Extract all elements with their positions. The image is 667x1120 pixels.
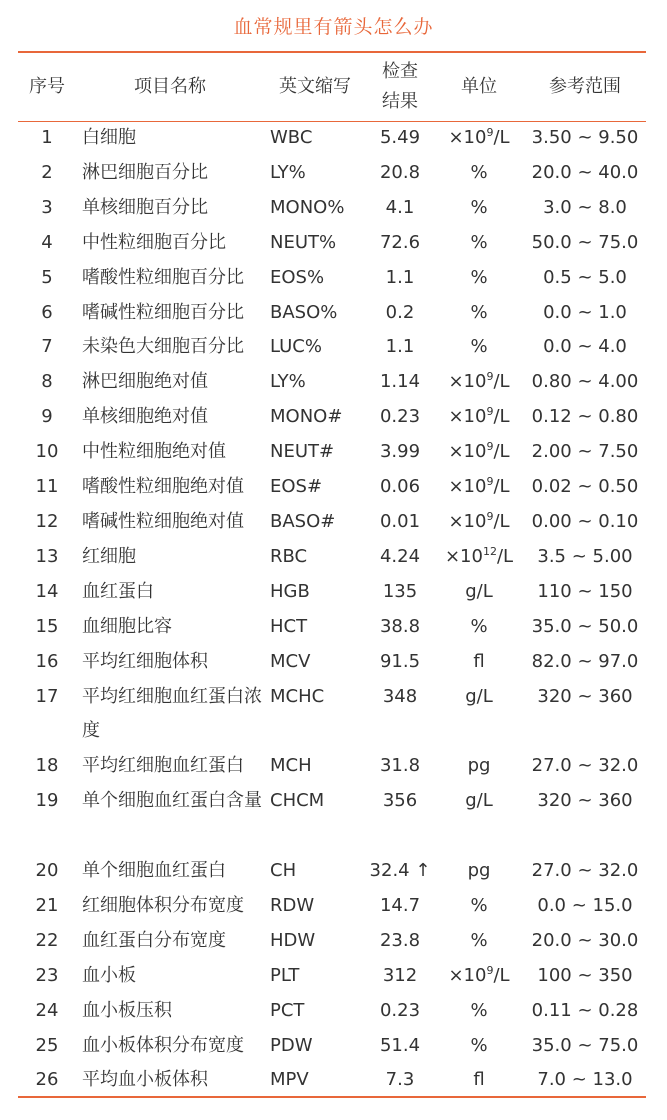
unit-base: ×10 [448, 441, 487, 463]
unit-tail: /L [493, 510, 510, 532]
header-result-line1: 检查 [382, 61, 418, 82]
bottom-rule [18, 1096, 646, 1098]
item-reference-range: 3.50 ~ 9.50 [531, 127, 639, 148]
header-name: 项目名称 [134, 76, 206, 97]
header-unit: 单位 [461, 76, 497, 97]
row-number: 15 [35, 615, 59, 637]
unit-exponent: 9 [486, 963, 494, 977]
item-abbreviation: PDW [270, 1034, 313, 1056]
unit-tail: /L [493, 371, 510, 393]
row-number: 23 [35, 964, 59, 986]
table-row [18, 645, 646, 680]
item-abbreviation: EOS% [270, 266, 325, 288]
item-unit [434, 959, 524, 994]
item-abbreviation: BASO% [270, 301, 338, 323]
table-row [18, 330, 646, 365]
item-name: 平均红细胞血红蛋白 [82, 755, 244, 777]
item-abbreviation: MCH [270, 755, 312, 777]
item-result: 135 [382, 580, 418, 602]
item-reference-range: 0.0 ~ 4.0 [543, 336, 627, 358]
table-row [18, 365, 646, 400]
unit-exponent: 12 [482, 544, 497, 558]
item-abbreviation: RBC [270, 545, 308, 567]
item-abbreviation: HCT [270, 615, 308, 637]
item-abbreviation: HDW [270, 929, 316, 951]
row-number: 17 [35, 685, 59, 707]
row-number: 10 [35, 441, 59, 463]
table-row [18, 889, 646, 924]
item-name: 单个细胞血红蛋白 [82, 860, 226, 882]
unit-tail: /L [493, 406, 510, 428]
item-abbreviation: RDW [270, 894, 315, 916]
table-row [18, 854, 646, 889]
item-unit [434, 121, 524, 156]
item-unit [434, 400, 524, 435]
item-name: 平均红细胞体积 [82, 650, 208, 672]
row-number: 14 [35, 580, 59, 602]
item-name: 单核细胞绝对值 [82, 406, 208, 428]
item-abbreviation: MCV [270, 650, 311, 672]
item-unit: % [470, 301, 488, 323]
item-unit: fl [473, 1069, 485, 1091]
item-abbreviation: LY% [270, 161, 306, 183]
unit-exponent: 9 [486, 405, 494, 419]
unit-base: ×10 [448, 127, 487, 148]
item-unit: % [470, 894, 488, 916]
item-result: 1.1 [385, 266, 415, 288]
header-result [366, 53, 434, 121]
item-unit: fl [473, 650, 485, 672]
table-row [18, 540, 646, 575]
item-reference-range: 110 ~ 150 [537, 580, 633, 602]
item-unit: % [470, 1034, 488, 1056]
item-reference-range: 50.0 ~ 75.0 [531, 231, 639, 253]
item-name: 嗜碱性粒细胞绝对值 [82, 510, 244, 532]
unit-tail: /L [493, 476, 510, 498]
item-name: 血细胞比容 [82, 615, 172, 637]
item-reference-range: 20.0 ~ 30.0 [531, 929, 639, 951]
unit-exponent: 9 [486, 440, 494, 454]
row-number: 11 [35, 476, 59, 498]
item-abbreviation: CHCM [270, 790, 325, 812]
item-abbreviation: NEUT# [270, 441, 335, 463]
item-result: 1.1 [385, 336, 415, 358]
item-abbreviation: MPV [270, 1069, 309, 1091]
item-unit: % [470, 196, 488, 218]
table-row [18, 400, 646, 435]
row-number: 18 [35, 755, 59, 777]
row-number: 19 [35, 790, 59, 812]
item-abbreviation: EOS# [270, 476, 323, 498]
item-unit: % [470, 336, 488, 358]
blood-test-table [18, 53, 646, 1098]
item-reference-range: 0.0 ~ 15.0 [537, 894, 633, 916]
item-name: 白细胞 [82, 127, 136, 148]
item-reference-range: 2.00 ~ 7.50 [531, 441, 639, 463]
item-name: 中性粒细胞绝对值 [82, 441, 226, 463]
item-result: 356 [382, 790, 418, 812]
item-name: 血红蛋白分布宽度 [82, 929, 226, 951]
item-unit: % [470, 999, 488, 1021]
item-unit [434, 505, 524, 540]
item-reference-range: 82.0 ~ 97.0 [531, 650, 639, 672]
item-abbreviation: WBC [270, 127, 313, 148]
item-abbreviation: PCT [270, 999, 305, 1021]
item-result: 0.2 [385, 301, 415, 323]
row-number: 8 [41, 371, 53, 393]
table-row [18, 610, 646, 645]
item-unit: % [470, 929, 488, 951]
table-row [18, 994, 646, 1029]
table-row [18, 156, 646, 191]
item-unit: pg [467, 755, 491, 777]
row-number: 3 [41, 196, 53, 218]
unit-base: ×10 [448, 964, 487, 986]
item-result: 4.1 [385, 196, 415, 218]
item-result: 91.5 [379, 650, 421, 672]
item-result: 20.8 [379, 161, 421, 183]
table-row [18, 1063, 646, 1098]
item-unit: g/L [465, 580, 493, 602]
item-result: 0.23 [379, 406, 421, 428]
table-row [18, 749, 646, 784]
row-number: 20 [35, 860, 59, 882]
item-reference-range: 0.02 ~ 0.50 [531, 476, 639, 498]
item-result: 5.49 [379, 127, 421, 148]
table-row [18, 261, 646, 296]
item-unit: % [470, 615, 488, 637]
item-result: 0.01 [379, 510, 421, 532]
item-result: 0.23 [379, 999, 421, 1021]
item-name: 血小板 [82, 964, 136, 986]
item-abbreviation: MONO# [270, 406, 343, 428]
table-row [18, 226, 646, 261]
item-result: 23.8 [379, 929, 421, 951]
table-row [18, 296, 646, 331]
header-no: 序号 [29, 76, 65, 97]
item-name: 嗜酸性粒细胞绝对值 [82, 476, 244, 498]
header-abbr: 英文缩写 [279, 76, 351, 97]
item-result: 31.8 [379, 755, 421, 777]
item-reference-range: 0.11 ~ 0.28 [531, 999, 639, 1021]
item-name: 淋巴细胞百分比 [82, 161, 208, 183]
table-row [18, 924, 646, 959]
table-body [18, 121, 646, 1098]
table-row [18, 470, 646, 505]
item-abbreviation: BASO# [270, 510, 336, 532]
item-reference-range: 35.0 ~ 75.0 [531, 1034, 639, 1056]
item-reference-range: 27.0 ~ 32.0 [531, 860, 639, 882]
row-number: 16 [35, 650, 59, 672]
item-reference-range: 100 ~ 350 [537, 964, 633, 986]
item-reference-range: 3.0 ~ 8.0 [543, 196, 627, 218]
item-name: 血红蛋白 [82, 580, 154, 602]
row-number: 25 [35, 1034, 59, 1056]
item-abbreviation: NEUT% [270, 231, 337, 253]
item-unit [434, 540, 524, 575]
row-number: 12 [35, 510, 59, 532]
item-result: 51.4 [379, 1034, 421, 1056]
item-unit [434, 470, 524, 505]
unit-base: ×10 [448, 406, 487, 428]
item-result: 38.8 [379, 615, 421, 637]
item-result: 32.4 ↑ [369, 860, 431, 882]
item-reference-range: 0.0 ~ 1.0 [543, 301, 627, 323]
row-number: 5 [41, 266, 53, 288]
item-name: 单个细胞血红蛋白含量 [82, 790, 262, 812]
unit-exponent: 9 [486, 126, 494, 139]
row-number: 1 [41, 127, 53, 148]
item-name: 血小板体积分布宽度 [82, 1034, 244, 1056]
table-row [18, 121, 646, 156]
row-number: 4 [41, 231, 53, 253]
table-row [18, 435, 646, 470]
item-unit: % [470, 161, 488, 183]
item-unit [434, 435, 524, 470]
row-number: 22 [35, 929, 59, 951]
item-result: 14.7 [379, 894, 421, 916]
table-header-row [18, 53, 646, 121]
row-number: 24 [35, 999, 59, 1021]
unit-base: ×10 [444, 545, 483, 567]
item-result: 4.24 [379, 545, 421, 567]
row-number: 7 [41, 336, 53, 358]
item-abbreviation: LY% [270, 371, 306, 393]
item-unit [434, 365, 524, 400]
item-reference-range: 27.0 ~ 32.0 [531, 755, 639, 777]
item-reference-range: 20.0 ~ 40.0 [531, 161, 639, 183]
item-name: 嗜碱性粒细胞百分比 [82, 301, 244, 323]
item-reference-range: 0.12 ~ 0.80 [531, 406, 639, 428]
unit-base: ×10 [448, 510, 487, 532]
item-result: 1.14 [379, 371, 421, 393]
item-name: 淋巴细胞绝对值 [82, 371, 208, 393]
item-name: 红细胞 [82, 545, 136, 567]
item-name: 中性粒细胞百分比 [82, 231, 226, 253]
item-reference-range: 320 ~ 360 [537, 790, 633, 812]
item-name: 平均血小板体积 [82, 1069, 208, 1091]
unit-tail: /L [493, 441, 510, 463]
row-number: 21 [35, 894, 59, 916]
row-number: 26 [35, 1069, 59, 1091]
table-row [18, 680, 646, 750]
item-result: 72.6 [379, 231, 421, 253]
item-reference-range: 320 ~ 360 [537, 685, 633, 707]
item-unit: g/L [465, 790, 493, 812]
page-title: 血常规里有箭头怎么办 [233, 16, 434, 38]
unit-exponent: 9 [486, 509, 494, 523]
row-number: 13 [35, 545, 59, 567]
item-reference-range: 3.5 ~ 5.00 [537, 545, 633, 567]
item-name: 未染色大细胞百分比 [82, 336, 244, 358]
item-result: 3.99 [379, 441, 421, 463]
item-name: 嗜酸性粒细胞百分比 [82, 266, 244, 288]
item-unit: g/L [465, 685, 493, 707]
item-unit: pg [467, 860, 491, 882]
item-reference-range: 0.5 ~ 5.0 [543, 266, 627, 288]
item-reference-range: 7.0 ~ 13.0 [537, 1069, 633, 1091]
item-abbreviation: MONO% [270, 196, 345, 218]
item-reference-range: 0.00 ~ 0.10 [531, 510, 639, 532]
item-abbreviation: PLT [270, 964, 300, 986]
item-abbreviation: HGB [270, 580, 310, 602]
unit-tail: /L [496, 545, 514, 567]
row-number: 9 [41, 406, 53, 428]
row-number: 6 [41, 301, 53, 323]
item-name: 血小板压积 [82, 999, 172, 1021]
item-reference-range: 0.80 ~ 4.00 [531, 371, 639, 393]
unit-base: ×10 [448, 476, 487, 498]
header-result-line2: 结果 [382, 91, 418, 112]
item-abbreviation: MCHC [270, 685, 325, 707]
table-row [18, 191, 646, 226]
item-result: 7.3 [385, 1069, 415, 1091]
item-result: 348 [382, 685, 418, 707]
item-unit: % [470, 231, 488, 253]
unit-tail: /L [493, 127, 510, 148]
header-ref: 参考范围 [549, 76, 621, 97]
item-result: 312 [382, 964, 418, 986]
unit-tail: /L [493, 964, 510, 986]
unit-exponent: 9 [486, 475, 494, 489]
item-reference-range: 35.0 ~ 50.0 [531, 615, 639, 637]
table-row [18, 575, 646, 610]
unit-base: ×10 [448, 371, 487, 393]
unit-exponent: 9 [486, 370, 494, 384]
item-abbreviation: LUC% [270, 336, 322, 358]
item-abbreviation: CH [270, 860, 297, 882]
table-row [18, 959, 646, 994]
table-row [18, 1029, 646, 1064]
item-name: 单核细胞百分比 [82, 196, 208, 218]
item-name: 红细胞体积分布宽度 [82, 894, 244, 916]
table-row [18, 505, 646, 540]
row-number: 2 [41, 161, 53, 183]
item-name: 平均红细胞血红蛋白浓度 [82, 685, 262, 742]
item-unit: % [470, 266, 488, 288]
table-row [18, 784, 646, 854]
item-result: 0.06 [379, 476, 421, 498]
